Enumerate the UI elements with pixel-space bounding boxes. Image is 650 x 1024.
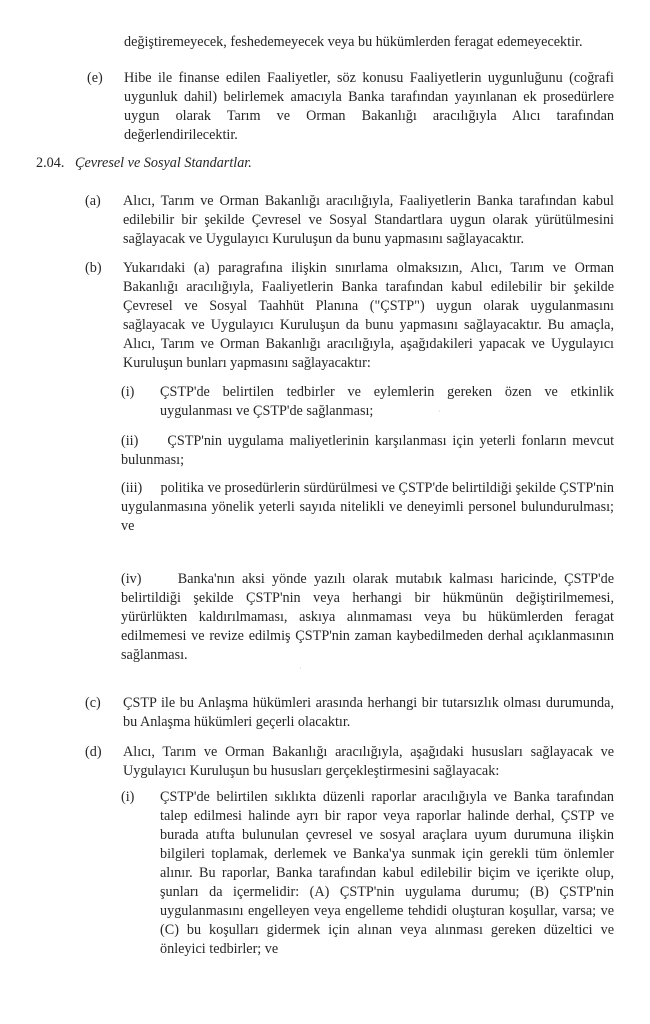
item-b-label: (b) bbox=[85, 260, 102, 276]
item-b-sub-iii-text: politika ve prosedürlerin sürdürülmesi ve ÇSTP'de belirtildiği şekilde ÇSTP'nin uygulanmasına yönelik yeterli sayıda nitelikli ve deneyimli personel bulundurulması; ve bbox=[121, 480, 614, 534]
item-b-sub-iv-text: Banka'nın aksi yönde yazılı olarak mutabık kalması haricinde, ÇSTP'de belirtildiği şekilde ÇSTP'nin veya herhangi bir hükmünün değiştirilmemesi, yürürlükten kaldırılmaması, askıya alınmaması veya bu hükümlerden feragat edilmemesi ve revize edilmiş ÇSTP'nin zaman kaybedilmeden derhal açıklanmasının sağlanması. bbox=[121, 571, 615, 663]
item-b-text: Yukarıdaki (a) paragrafına ilişkin sınırlama olmaksızın, Alıcı, Tarım ve Orman Bakanlığı aracılığıyla, Faaliyetlerin Banka tarafından kabul edilebilir bir şekilde Çevresel ve Sosyal Taahhüt Planına ("ÇSTP") uygun olarak uygulanmasını sağlayacak ve Uygulayıcı Kuruluşun da bunu yapmasını sağlayacaktır. Bu amaçla, Alıcı, Tarım ve Orman Bakanlığı aracılığıyla, aşağıdakileri yapacak ve Uygulayıcı Kuruluşun bunları yapmasını sağlayacaktır: bbox=[123, 260, 614, 371]
item-a-label: (a) bbox=[85, 193, 101, 209]
scan-speck: · bbox=[299, 664, 302, 673]
item-b-sub-iv-label: (iv) bbox=[121, 571, 142, 587]
item-c-label: (c) bbox=[85, 695, 101, 711]
item-b-sub-ii-text: ÇSTP'nin uygulama maliyetlerinin karşılanması için yeterli fonların mevcut bulunması; bbox=[121, 433, 615, 468]
scan-speck: · bbox=[438, 407, 441, 416]
item-b-sub-i-text: ÇSTP'de belirtilen tedbirler ve eylemlerin gereken özen ve etkinlik uygulanması ve ÇSTP'de sağlanması; bbox=[160, 384, 614, 419]
item-e-label: (e) bbox=[87, 70, 103, 86]
item-b-sub-iii-label: (iii) bbox=[121, 480, 143, 496]
item-b-sub-i-label: (i) bbox=[121, 384, 135, 400]
item-d-sub-i-label: (i) bbox=[121, 789, 135, 805]
item-d-text: Alıcı, Tarım ve Orman Bakanlığı aracılığıyla, aşağıdaki hususları sağlayacak ve Uygulayıcı Kuruluşun bu hususları gerçekleştirmesini sağlayacak: bbox=[123, 744, 614, 779]
item-a-text: Alıcı, Tarım ve Orman Bakanlığı aracılığıyla, Faaliyetlerin Banka tarafından kabul edilebilir bir şekilde Çevresel ve Sosyal Standartlara uygun olarak yürütülmesini sağlayacak ve Uygulayıcı Kuruluşun da bunu yapmasını sağlayacaktır. bbox=[123, 193, 614, 247]
item-b-sub-iv bbox=[121, 570, 614, 665]
item-e-text: Hibe ile finanse edilen Faaliyetler, söz konusu Faaliyetlerin uygunluğunu (coğrafi uygunluk dahil) belirlemek amacıyla Banka tarafından yayınlanan ek prosedürlere uygun olarak Tarım ve Orman Bakanlığı aracılığıyla Alıcı tarafından değerlendirilecektir. bbox=[124, 70, 614, 143]
item-c-text: ÇSTP ile bu Anlaşma hükümleri arasında herhangi bir tutarsızlık olması durumunda, bu Anlaşma hükümleri geçerli olacaktır. bbox=[123, 695, 614, 730]
section-title: Çevresel ve Sosyal Standartlar. bbox=[75, 155, 252, 171]
item-b-sub-iii bbox=[121, 479, 614, 536]
item-b-sub-ii bbox=[121, 432, 614, 470]
item-d-sub-i-text: ÇSTP'de belirtilen sıklıkta düzenli raporlar aracılığıyla ve Banka tarafından talep edilmesi halinde ayrı bir rapor veya raporlar halinde derhal, ÇSTP ve burada atıfta bulunulan çevresel ve sosyal araçlara uyum durumuna ilişkin bilgileri toplamak, derlemek ve Banka'ya sunmak için gerekli tüm önlemler alınır. Bu raporlar, Banka tarafından kabul edilebilir biçim ve içerikte olup, şunları da içermelidir: (A) ÇSTP'nin uygulama durumu; (B) ÇSTP'nin uygulanmasını engelleyen veya engelleme tehdidi oluşturan koşullar, varsa; ve (C) bu koşulları gidermek için alınan veya alınması gereken düzeltici ve önleyici tedbirler; ve bbox=[160, 789, 614, 957]
top-fragment: değiştiremeyecek, feshedemeyecek veya bu hükümlerden feragat edemeyecektir. bbox=[124, 34, 583, 50]
section-number: 2.04. bbox=[36, 155, 65, 171]
item-d-label: (d) bbox=[85, 744, 102, 760]
item-b-sub-ii-label: (ii) bbox=[121, 433, 139, 449]
